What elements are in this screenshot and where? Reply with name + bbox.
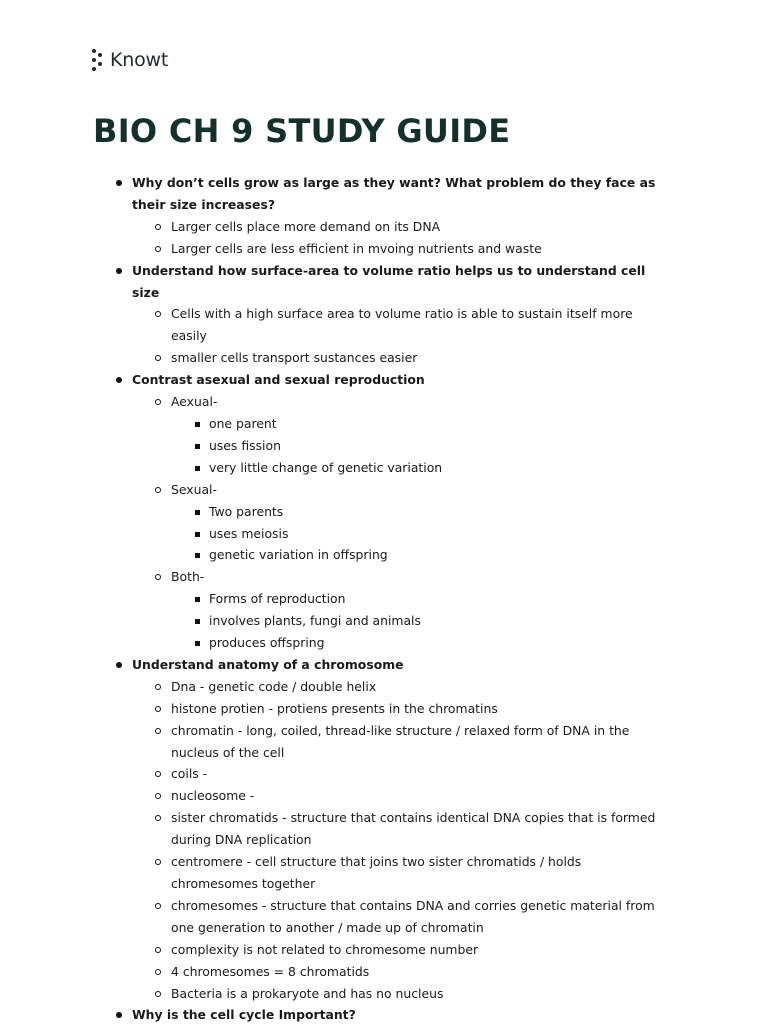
answer-item — [132, 566, 668, 654]
detail-item: Two parents — [171, 501, 668, 523]
page-title: BIO CH 9 STUDY GUIDE — [93, 112, 511, 150]
detail-item: very little change of genetic variation — [171, 457, 668, 479]
answer-item — [132, 763, 668, 785]
answer-item — [132, 983, 668, 1005]
answer-item — [132, 347, 668, 369]
answer-item — [132, 720, 668, 764]
answer-item — [132, 479, 668, 567]
knowt-logo-icon — [92, 49, 104, 71]
answer-text: Aexual- — [171, 394, 218, 410]
answer-item — [132, 807, 668, 851]
detail-item: Forms of reproduction — [171, 588, 668, 610]
detail-item: uses fission — [171, 435, 668, 457]
answer-text: centromere - cell structure that joins two sister chromatids / holds chromesomes together — [171, 854, 582, 891]
detail-item: uses meiosis — [171, 523, 668, 545]
question-text: Contrast asexual and sexual reproduction — [132, 372, 425, 388]
logo-text: Knowt — [110, 49, 169, 71]
answer-item — [132, 785, 668, 807]
detail-list — [171, 501, 668, 567]
answer-text: nucleosome - — [171, 788, 255, 804]
answer-list — [132, 303, 668, 369]
answer-item — [132, 303, 668, 347]
answer-item — [132, 698, 668, 720]
answer-item — [132, 676, 668, 698]
detail-item: produces offspring — [171, 632, 668, 654]
answer-text: chromesomes - structure that contains DNA and corries genetic material from one generation to another / made up of chromatin — [171, 897, 655, 935]
answer-text: Larger cells place more demand on its DNA — [171, 218, 441, 234]
answer-item — [132, 391, 668, 479]
answer-item — [132, 238, 668, 260]
detail-item: genetic variation in offspring — [171, 544, 668, 566]
answer-list — [132, 676, 668, 1005]
question-text: Understand how surface-area to volume ratio helps us to understand cell size — [132, 262, 646, 300]
question-text: Understand anatomy of a chromosome — [132, 656, 404, 672]
answer-item — [132, 216, 668, 238]
answer-text: Sexual- — [171, 481, 217, 497]
study-guide-content — [0, 172, 768, 1026]
answer-text: Bacteria is a prokaryote and has no nucleus — [171, 985, 444, 1001]
answer-text: sister chromatids - structure that contains identical DNA copies that is formed during DNA replication — [171, 810, 656, 848]
answer-text: complexity is not related to chromesome number — [171, 941, 479, 957]
answer-item — [132, 851, 668, 895]
answer-text: chromatin - long, coiled, thread-like structure / relaxed form of DNA in the nucleus of the cell — [171, 722, 630, 760]
question-item — [0, 172, 768, 260]
detail-list — [171, 588, 668, 654]
question-list — [0, 172, 768, 1026]
answer-text: Both- — [171, 569, 205, 585]
knowt-logo[interactable] — [92, 49, 168, 71]
question-item — [0, 654, 768, 1005]
answer-text: Cells with a high surface area to volume ratio is able to sustain itself more easily — [171, 306, 633, 344]
question-item — [0, 260, 768, 370]
detail-item: involves plants, fungi and animals — [171, 610, 668, 632]
answer-text: histone protien - protiens presents in the chromatins — [171, 700, 498, 716]
answer-text: Larger cells are less efficient in mvoing nutrients and waste — [171, 240, 542, 256]
answer-text: Dna - genetic code / double helix — [171, 678, 377, 694]
answer-text: smaller cells transport sustances easier — [171, 350, 418, 366]
answer-item — [132, 939, 668, 961]
answer-text: 4 chromesomes = 8 chromatids — [171, 963, 370, 979]
answer-list — [132, 391, 668, 654]
question-item — [0, 1004, 768, 1026]
answer-list — [132, 216, 668, 260]
question-text: Why is the cell cycle Important? — [132, 1007, 356, 1023]
answer-item — [132, 961, 668, 983]
detail-item: one parent — [171, 413, 668, 435]
question-item — [0, 369, 768, 654]
detail-list — [171, 413, 668, 479]
question-text: Why don’t cells grow as large as they want? What problem do they face as their size increases? — [132, 175, 656, 212]
answer-item — [132, 895, 668, 939]
answer-text: coils - — [171, 766, 208, 782]
